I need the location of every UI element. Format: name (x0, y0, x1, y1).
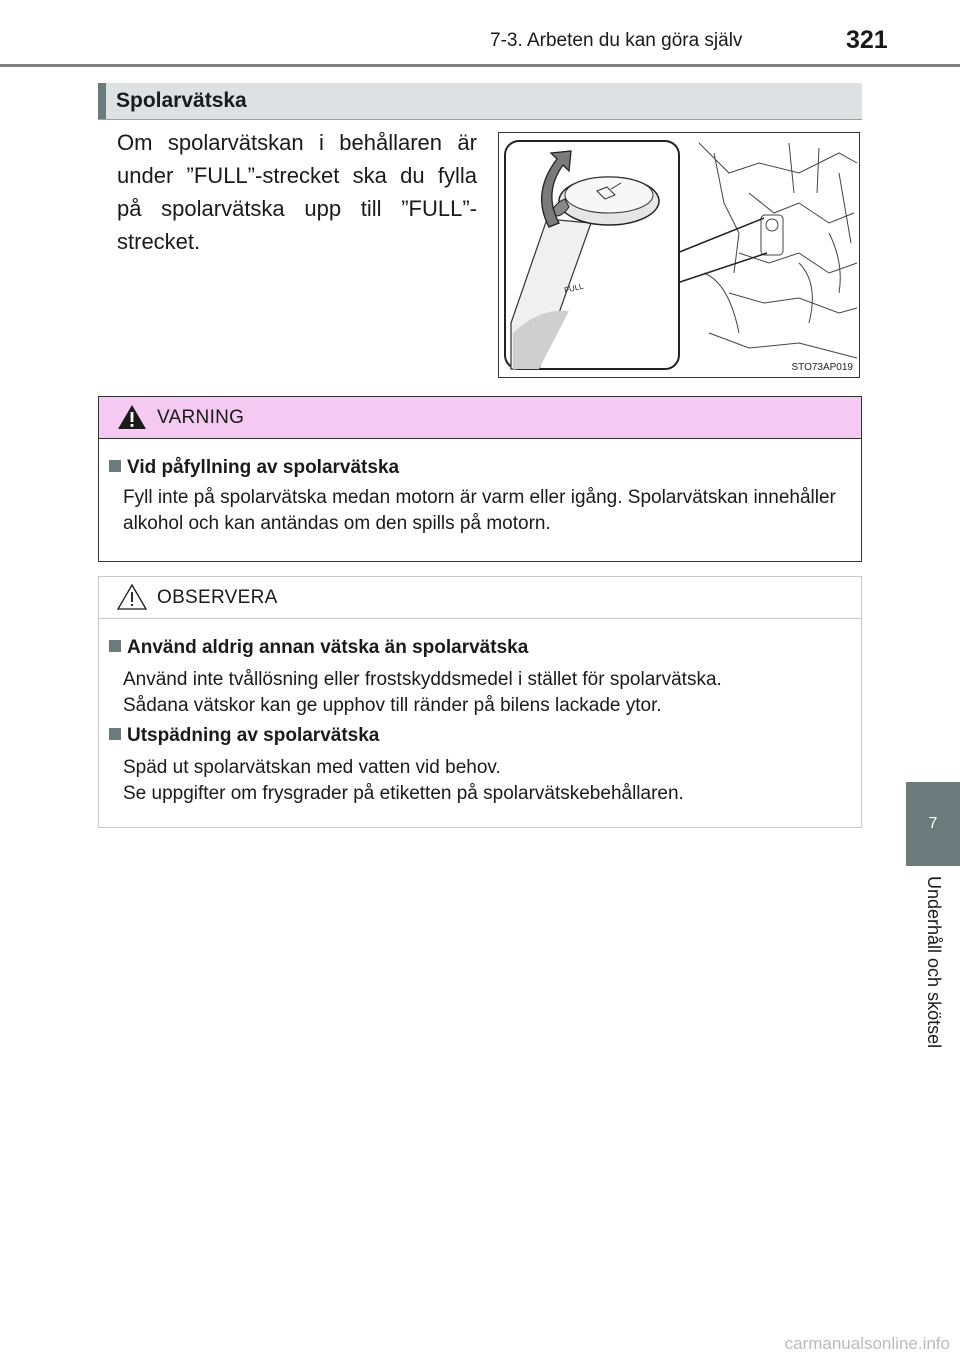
notice-item-heading-text-2: Utspädning av spolarvätska (127, 725, 380, 746)
body-paragraph: Om spolarvätskan i behållaren är under ”FULL”-strecket ska du fylla på spolarvätska upp till ”FULL”-strecket. (117, 130, 477, 254)
warning-box (98, 396, 862, 562)
chapter-tab-name: Underhåll och skötsel (924, 876, 944, 1049)
caution-icon (117, 583, 147, 611)
warning-header (99, 397, 861, 439)
page-number: 321 (846, 26, 888, 54)
notice-item-2-line-1: Späd ut spolarvätskan med vatten vid behov. (123, 757, 501, 778)
notice-item-2-line-2: Se uppgifter om frysgrader på etiketten på spolarvätskebehållaren. (123, 783, 684, 804)
section-title: Spolarvätska (116, 89, 247, 112)
chapter-title: 7-3. Arbeten du kan göra själv (490, 30, 743, 51)
notice-item-1-line-1: Använd inte tvållösning eller frostskyddsmedel i stället för spolarvätska. (123, 669, 722, 690)
notice-item-1-line-2: Sådana vätskor kan ge upphov till ränder på bilens lackade ytor. (123, 695, 662, 716)
section-header (98, 83, 862, 120)
reservoir-drawing (499, 133, 860, 378)
warning-item-heading-text: Vid påfyllning av spolarvätska (127, 457, 400, 478)
chapter-tab-number: 7 (928, 815, 938, 832)
notice-item-heading-2 (99, 725, 379, 747)
square-bullet-icon (109, 460, 121, 472)
notice-item-heading-text-1: Använd aldrig annan vätska än spolarvätska (127, 637, 529, 658)
notice-item-text-2 (123, 755, 853, 807)
header-rule (0, 64, 960, 67)
notice-item-heading-1 (99, 637, 528, 659)
chapter-tab (906, 782, 960, 866)
warning-icon (117, 403, 147, 431)
full-marking: FULL (563, 281, 585, 295)
warning-label: VARNING (157, 407, 245, 428)
figure-id: STO73AP019 (791, 362, 853, 373)
notice-box (98, 576, 862, 828)
notice-label: OBSERVERA (157, 587, 278, 608)
notice-header (99, 577, 861, 619)
reservoir-illustration (498, 132, 860, 378)
square-bullet-icon (109, 640, 121, 652)
notice-item-text-1 (123, 667, 853, 719)
watermark: carmanualsonline.info (784, 1334, 950, 1353)
warning-item-heading (99, 457, 399, 479)
square-bullet-icon (109, 728, 121, 740)
warning-item-text: Fyll inte på spolarvätska medan motorn är varm eller igång. Spolarvätskan innehåller alkohol och kan antändas om den spills på motorn. (123, 487, 836, 534)
